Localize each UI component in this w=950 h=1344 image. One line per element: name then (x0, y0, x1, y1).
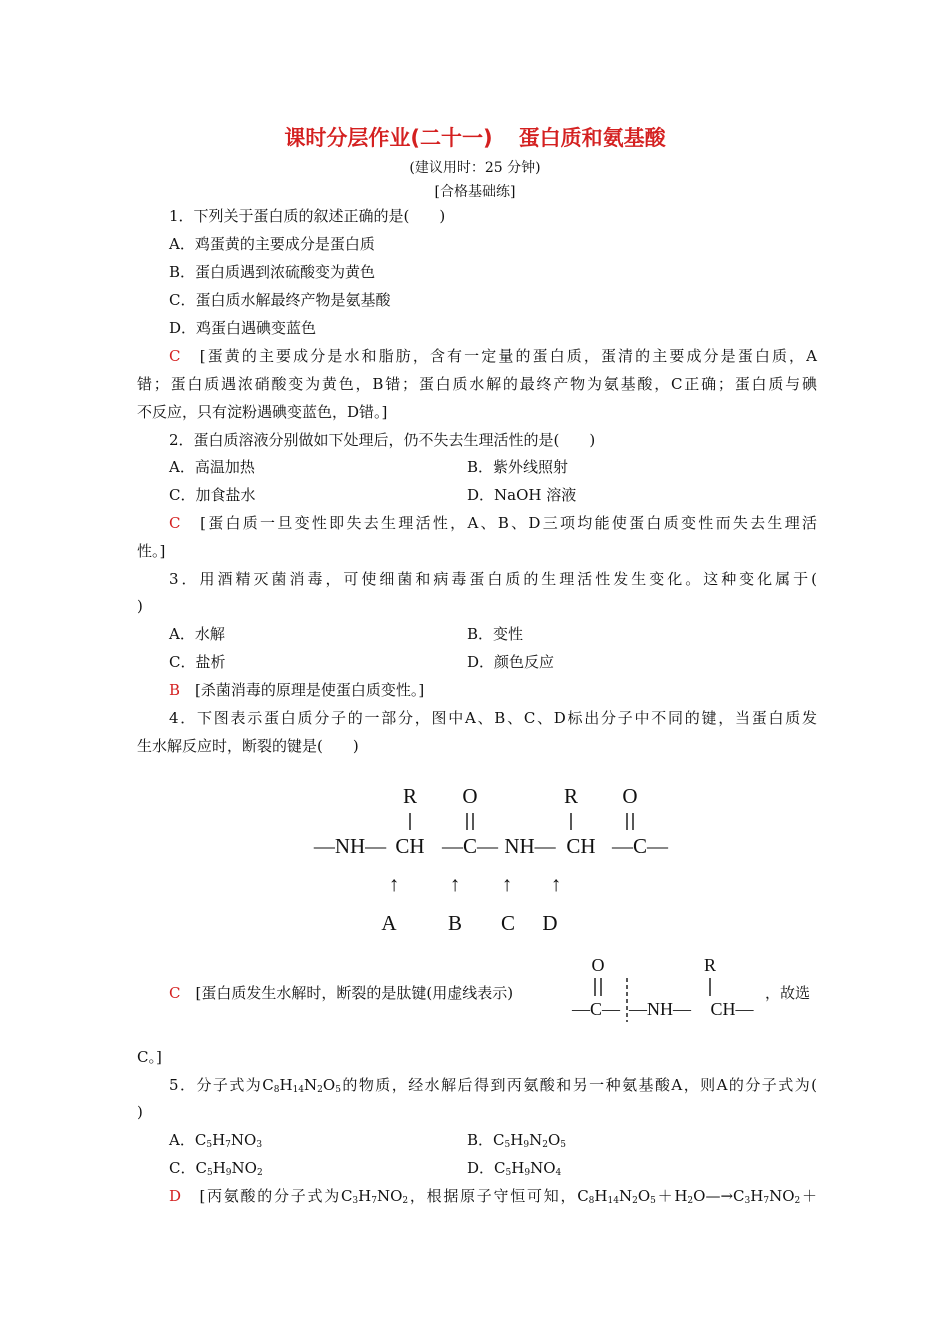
q1-option-b: B．蛋白质遇到浓硫酸变为黄色 (169, 263, 376, 281)
q3-option-a: A．水解 (169, 625, 225, 643)
chain-nh1: —NH— (313, 834, 387, 858)
q4-stem-line1: 4．下图表示蛋白质分子的一部分，图中A、B、C、D标出分子中不同的键，当蛋白质发 (169, 709, 817, 727)
q5-stem-line2: ) (137, 1103, 143, 1121)
q4-explain-end: C。] (137, 1048, 162, 1066)
arrow-a: ↑ (388, 872, 400, 896)
q5-option-a: A．$C_5H_7NO_3$ (169, 1131, 263, 1150)
fragment-r: R (703, 955, 717, 975)
q5-formula: $C_8H_{14}N_2O_5$ (262, 1076, 341, 1095)
q4-explain-pre: C [蛋白质发生水解时，断裂的是肽键(用虚线表示) (169, 984, 514, 1002)
q1-option-c: C．蛋白质水解最终产物是氨基酸 (169, 291, 391, 309)
q2-option-a: A．高温加热 (169, 458, 255, 476)
q3-option-c: C．盐析 (169, 653, 226, 671)
page-title (0, 122, 950, 152)
q5-option-c: C．$C_5H_9NO_2$ (169, 1159, 263, 1178)
q1-answer: C (169, 347, 181, 365)
fragment-c: —C— (571, 999, 621, 1019)
q5-option-b: B．$C_5H_9N_2O_5$ (467, 1131, 566, 1150)
q4-answer: C (169, 984, 181, 1002)
section-heading: [合格基础练] (434, 184, 516, 200)
q4-stem-line2: 生水解反应时，断裂的键是( ) (137, 737, 359, 755)
q5-explain-line1: D [丙氨酸的分子式为$C_3H_7NO_2$，根据原子守恒可知，$C_8H_{14}N_2O_5+H_2O—\to C_3H_7NO_2+$ (169, 1187, 817, 1206)
substituent-r1: R (402, 784, 418, 808)
chain-c1: —C— (441, 834, 499, 858)
arrow-b: ↑ (449, 872, 461, 896)
q1-explain-line1: C [蛋黄的主要成分是水和脂肪，含有一定量的蛋白质，蛋清的主要成分是蛋白质，A (169, 347, 817, 365)
q1-option-d: D．鸡蛋白遇碘变蓝色 (169, 319, 317, 337)
time-note: (建议用时：25 分钟) (409, 160, 541, 176)
q2-answer: C (169, 514, 181, 532)
chain-ch2: CH (566, 834, 596, 858)
peptide-structure-diagram (300, 775, 680, 940)
q3-answer: B (169, 681, 181, 699)
q2-option-b: B．紫外线照射 (467, 458, 569, 476)
q3-option-d: D．颜色反应 (467, 653, 555, 671)
q1-explain-line2: 错；蛋白质遇浓硝酸变为黄色，B错；蛋白质水解的最终产物为氨基酸，C正确；蛋白质与碘 (137, 375, 817, 393)
chain-c2: —C— (611, 834, 669, 858)
q3-stem-line2: ) (137, 597, 143, 615)
arrow-d: ↑ (550, 872, 562, 896)
chain-ch1: CH (395, 834, 425, 858)
bond-label-c: C (500, 911, 516, 935)
substituent-o2: O (622, 784, 638, 808)
title-part1: 课时分层作业(二十一) (284, 126, 493, 150)
q3-option-b: B．变性 (467, 625, 524, 643)
q3-explain: B [杀菌消毒的原理是使蛋白质变性。] (169, 681, 425, 699)
q2-explain-line1: C [蛋白质一旦变性即失去生理活性，A、B、D三项均能使蛋白质变性而失去生理活 (169, 514, 817, 532)
q1-stem: 1．下列关于蛋白质的叙述正确的是( ) (169, 207, 446, 225)
substituent-r2: R (563, 784, 579, 808)
q2-option-d: D．NaOH 溶液 (467, 486, 577, 504)
q2-explain-line2: 性。] (137, 542, 166, 560)
q4-explain-post: ，故选 (765, 984, 811, 1002)
arrow-c: ↑ (501, 872, 513, 896)
fragment-ch: CH— (710, 999, 754, 1019)
chain-nh2: NH— (504, 834, 556, 858)
peptide-bond-fragment (566, 952, 762, 1024)
bond-label-a: A (381, 911, 397, 935)
bond-label-b: B (447, 911, 463, 935)
q3-stem-line1: 3．用酒精灭菌消毒，可使细菌和病毒蛋白质的生理活性发生变化。这种变化属于( (169, 570, 817, 588)
q5-answer: D (169, 1187, 182, 1205)
substituent-o1: O (462, 784, 478, 808)
title-part2: 蛋白质和氨基酸 (518, 126, 666, 150)
q1-explain-line3: 不反应，只有淀粉遇碘变蓝色，D错。] (137, 403, 388, 421)
fragment-o: O (591, 955, 605, 975)
q1-option-a: A．鸡蛋黄的主要成分是蛋白质 (169, 235, 375, 253)
fragment-nh: —NH— (629, 999, 691, 1019)
q2-stem: 2．蛋白质溶液分别做如下处理后，仍不失去生理活性的是( ) (169, 431, 596, 449)
bond-label-d: D (542, 911, 558, 935)
q2-option-c: C．加食盐水 (169, 486, 256, 504)
q5-option-d: D．$C_5H_9NO_4$ (467, 1159, 562, 1178)
q5-stem-line1: 5．分子式为$C_8H_{14}N_2O_5$的物质，经水解后得到丙氨酸和另一种氨基酸A，则A的分子式为( (169, 1076, 817, 1095)
